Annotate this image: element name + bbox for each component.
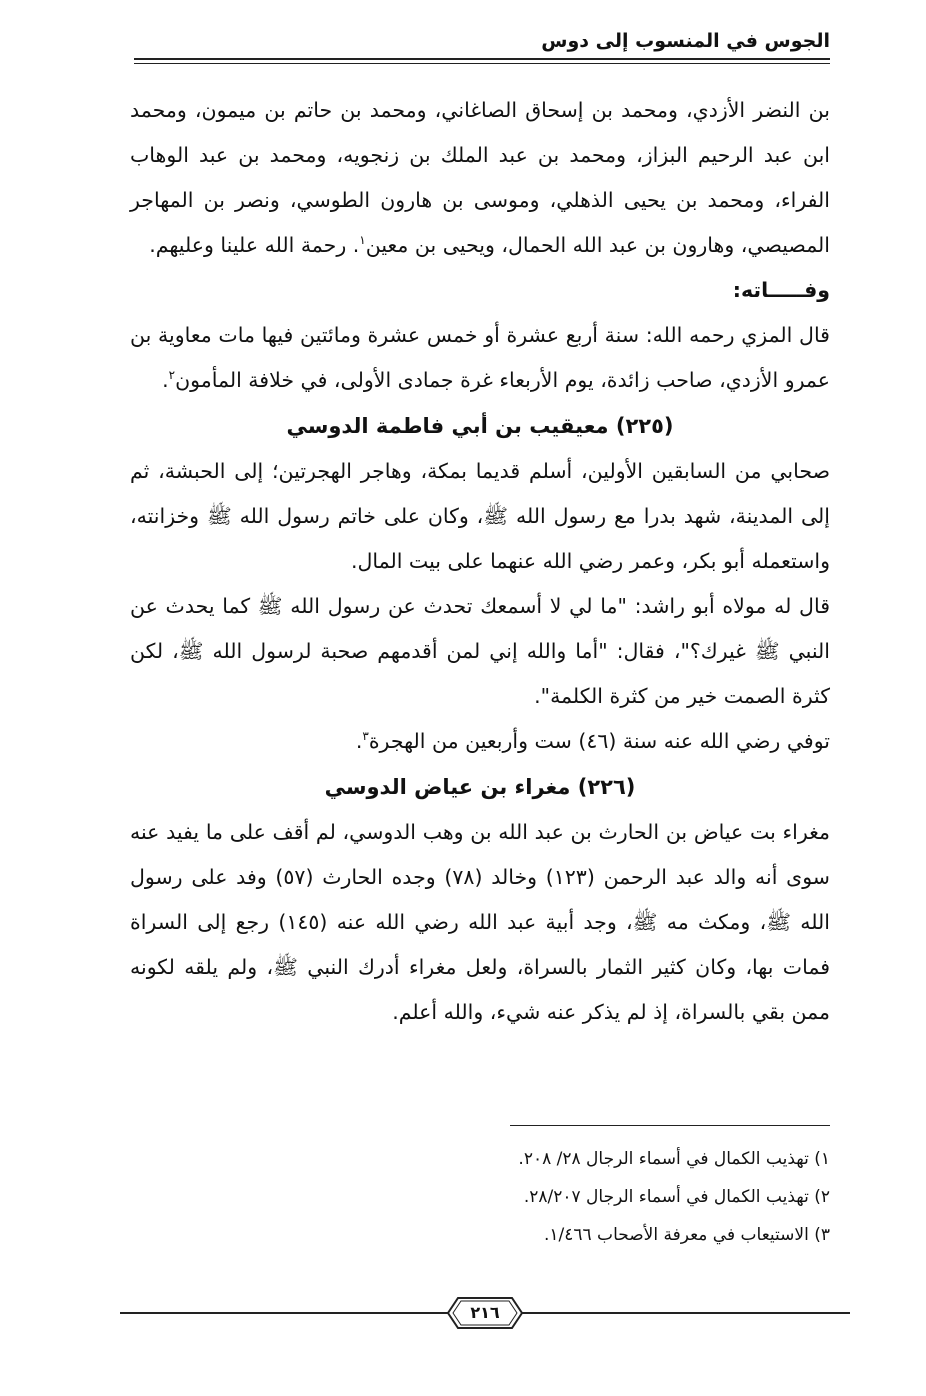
footnote-ref: ٢ xyxy=(168,368,176,383)
entry-heading-225: (٢٢٥) معيقيب بن أبي فاطمة الدوسي xyxy=(286,414,674,438)
footnotes xyxy=(130,1140,830,1254)
paragraph-muayqib-death: توفي رضي الله عنه سنة (٤٦) ست وأربعين من الهجرة$^٣$. xyxy=(355,729,830,753)
paragraph-muayqib-bio: صحابي من السابقين الأولين، أسلم قديما بمكة، وهاجر الهجرتين؛ إلى الحبشة، ثم إلى المدينة، شهد بدرا مع رسول الله ﷺ، وكان على خاتم رسول الله ﷺ وخزانته، واستعمله أبو بكر، وعمر رضي الله عنهما على بيت المال. xyxy=(130,459,830,573)
footnote-ref: ١ xyxy=(359,233,366,248)
footnote-ref: ٣ xyxy=(362,729,369,744)
paragraph-mughra: مغراء بت عياض بن الحارث بن عبد الله بن وهب الدوسي، لم أقف على ما يفيد عنه سوى أنه والد عبد الرحمن (١٢٣) وخالد (٧٨) وجده الحارث (٥٧) وفد على رسول الله ﷺ، ومكث مه ﷺ، وجد أبية عبد الله رضي الله عنه (١٤٥) رجع إلى السراة فمات بها، وكان كثير الثمار بالسراة، ولعل مغراء أدرك النبي ﷺ، ولم يلقه لكونه ممن بقي بالسراة، إذ لم يذكر عنه شيء، والله أعلم. xyxy=(130,820,830,1024)
paragraph-muayqib-quote: قال له مولاه أبو راشد: "ما لي لا أسمعك تحدث عن رسول الله ﷺ كما يحدث عن النبي ﷺ غيرك؟"، فقال: "أما والله إني لمن أقدمهم صحبة لرسول الله ﷺ، لكن كثرة الصمت خير من كثرة الكلمة". xyxy=(130,594,830,708)
page-number-frame xyxy=(446,1296,524,1330)
main-text xyxy=(130,88,830,1035)
footer-rule-right xyxy=(520,1312,850,1314)
footer-rule-left xyxy=(120,1312,450,1314)
page-number: ٢١٦ xyxy=(470,1303,500,1322)
footnote-1: ١) تهذيب الكمال في أسماء الرجال ٢٨/ ٢٠٨. xyxy=(518,1149,830,1169)
entry-heading-226: (٢٢٦) مغراء بن عياض الدوسي xyxy=(324,775,636,799)
section-subheading-death: وفـــــاته: xyxy=(732,278,830,302)
footnote-separator xyxy=(510,1125,830,1126)
paragraph-narrators: بن النضر الأزدي، ومحمد بن إسحاق الصاغاني، ومحمد بن حاتم بن ميمون، ومحمد ابن عبد الرحيم البزاز، ومحمد بن عبد الملك بن زنجويه، ومحمد بن عبد الوهاب الفراء، ومحمد بن يحيى الذهلي، وموسى بن هارون الطوسي، ونصر بن المهاجر المصيصي، وهارون بن عبد الله الحمال، ويحيى بن معين$^١$. رحمة الله علينا وعليهم. xyxy=(130,98,830,257)
paragraph-death: قال المزي رحمه الله: سنة أربع عشرة أو خمس عشرة ومائتين فيها مات معاوية بن عمرو الأزدي، صاحب زائدة، يوم الأربعاء غرة جمادى الأولى، في خلافة المأمون$^٢$. xyxy=(130,323,830,392)
footnote-2: ٢) تهذيب الكمال في أسماء الرجال ٢٨/٢٠٧. xyxy=(523,1187,830,1207)
running-head: الجوس في المنسوب إلى دوس xyxy=(541,30,830,52)
footnote-3: ٣) الاستيعاب في معرفة الأصحاب ١/٤٦٦. xyxy=(543,1225,830,1245)
header-rule-thick xyxy=(134,58,830,60)
header-rule-thin xyxy=(134,63,830,64)
